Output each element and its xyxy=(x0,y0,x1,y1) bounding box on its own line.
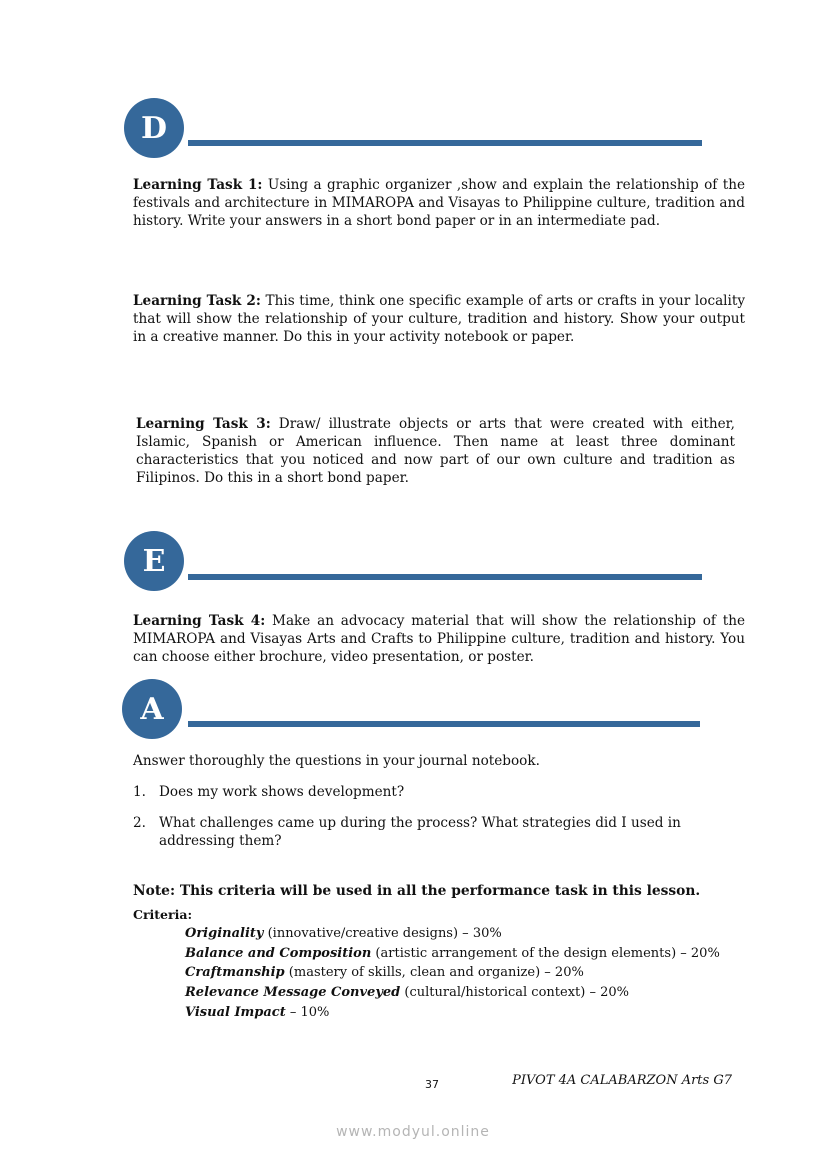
criteria-note: Note: This criteria will be used in all the performance task in this lesson. xyxy=(133,883,701,899)
task-label: Learning Task 2: xyxy=(133,293,261,309)
section-a-divider xyxy=(188,721,700,727)
learning-task-2 xyxy=(133,292,745,346)
page-number: 37 xyxy=(425,1078,439,1091)
question-number: 1. xyxy=(133,784,146,800)
task-label: Learning Task 1: xyxy=(133,177,263,193)
criteria-desc: (innovative/creative designs) – 30% xyxy=(263,926,502,941)
section-e-badge: E xyxy=(124,531,184,591)
criteria-item xyxy=(185,924,720,944)
task-text: Make an advocacy material that will show the relationship of the MIMAROPA and Visayas Arts and Crafts to Philippine culture, tradition and history. You can choose either brochure, video presentation, or poster. xyxy=(133,613,745,665)
criteria-desc: (mastery of skills, clean and organize) – 20% xyxy=(284,965,584,981)
question-item xyxy=(133,783,733,801)
watermark: www.modyul.online xyxy=(336,1124,490,1140)
learning-task-3 xyxy=(136,415,735,487)
task-label: Learning Task 4: xyxy=(133,613,266,629)
section-d-badge: D xyxy=(124,98,184,158)
footer-title: PIVOT 4A CALABARZON Arts G7 xyxy=(512,1073,732,1088)
criteria-name: Originality xyxy=(185,926,264,941)
task-label: Learning Task 3: xyxy=(136,416,271,432)
criteria-name: Relevance Message Conveyed xyxy=(185,985,401,1001)
section-e-divider xyxy=(188,574,702,580)
criteria-label: Criteria: xyxy=(133,907,193,922)
criteria-list xyxy=(185,924,720,1023)
criteria-desc: (cultural/historical context) – 20% xyxy=(400,985,629,1001)
task-text: Draw/ illustrate objects or arts that were created with either, Islamic, Spanish or American influence. Then name at least three dominant characteristics that you noticed and now part of our own culture and tradition as Filipinos. Do this in a short bond paper. xyxy=(136,416,735,486)
section-a-badge: A xyxy=(122,679,182,739)
question-item xyxy=(133,814,733,850)
learning-task-1 xyxy=(133,176,745,230)
question-text: Does my work shows development? xyxy=(159,784,405,800)
task-text: This time, think one specific example of arts or crafts in your locality that will show the relationship of your culture, tradition and history. Show your output in a creative manner. Do this in your activity notebook or paper. xyxy=(133,293,746,345)
criteria-name: Balance and Composition xyxy=(185,945,372,961)
criteria-name: Visual Impact xyxy=(185,1004,286,1020)
criteria-item xyxy=(185,944,720,964)
section-d-divider xyxy=(188,140,702,146)
criteria-desc: – 10% xyxy=(285,1004,330,1020)
criteria-name: Craftmanship xyxy=(185,965,285,981)
question-number: 2. xyxy=(133,815,146,831)
criteria-item xyxy=(185,963,720,983)
learning-task-4 xyxy=(133,612,745,666)
assimilation-intro: Answer thoroughly the questions in your journal notebook. xyxy=(133,753,540,769)
question-text: What challenges came up during the process? What strategies did I used in addressing them? xyxy=(159,815,681,849)
task-text: Using a graphic organizer ,show and explain the relationship of the festivals and architecture in MIMAROPA and Visayas to Philippine culture, tradition and history. Write your answers in a short bond paper or in an intermediate pad. xyxy=(133,177,745,229)
criteria-item xyxy=(185,1003,720,1023)
criteria-item xyxy=(185,983,720,1003)
criteria-desc: (artistic arrangement of the design elements) – 20% xyxy=(371,945,720,961)
